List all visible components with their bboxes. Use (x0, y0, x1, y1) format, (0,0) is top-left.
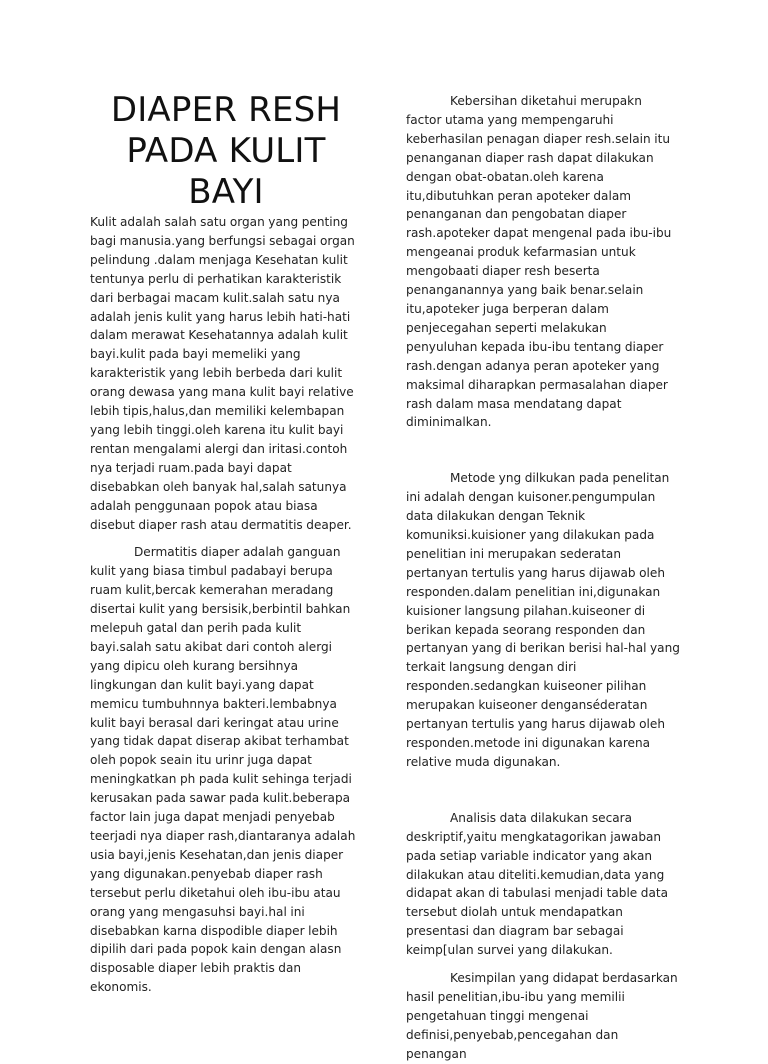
paragraph-intro: Kulit adalah salah satu organ yang penting bagi manusia.yang berfungsi sebagai organ pelindung .dalam menjaga Kesehatan kulit tentunya perlu di perhatikan karakteristik dari berbagai macam kulit.salah satu nya adalah jenis kulit yang harus lebih hati-hati dalam merawat Kesehatannya adalah kulit bayi.kulit pada bayi memeliki yang karakteristik yang lebih berbeda dari kulit orang dewasa yang mana kulit bayi relative lebih tipis,halus,dan memiliki kelembapan yang lebih tinggi.oleh karena itu kulit bayi rentan mengalami alergi dan iritasi.contoh nya terjadi ruam.pada bayi dapat disebabkan oleh banyak hal,salah satunya adalah penggunaan popok atau biasa disebut diaper rash atau dermatitis deaper. (90, 215, 355, 532)
right-column (406, 92, 680, 1064)
document-title: DIAPER RESH PADA KULIT BAYI (110, 90, 342, 212)
paragraph-kesimpulan: Kesimpilan yang didapat berdasarkan hasil penelitian,ibu-ibu yang memilii pengetahuan tinggi mengenai definisi,penyebab,pencegahan dan penangan (406, 971, 678, 1061)
left-column (90, 90, 362, 997)
paragraph-kebersihan: Kebersihan diketahui merupakn factor utama yang mempengaruhi keberhasilan penagan diaper resh.selain itu penanganan diaper rash dapat dilakukan dengan obat-obatan.oleh karena itu,dibutuhkan peran apoteker dalam penanganan dan pengobatan diaper rash.apoteker dapat mengenal pada ibu-ibu mengeanai produk kefarmasian untuk mengobaati diaper resh beserta penanganannya yang baik benar.selain itu,apoteker juga berperan dalam penjecegahan seperti melakukan penyuluhan kepada ibu-ibu tentang diaper rash.dengan adanya peran apoteker yang maksimal diharapkan permasalahan diaper rash dalam masa mendatang dapat diminimalkan. (406, 94, 672, 430)
paragraph-dermatitis: Dermatitis diaper adalah ganguan kulit yang biasa timbul padabayi berupa ruam kulit,bercak kemerahan meradang disertai kulit yang bersisik,berbintil bahkan melepuh gatal dan perih pada kulit bayi.salah satu akibat dari contoh alergi yang dipicu oleh kurang bersihnya lingkungan dan kulit bayi.yang dapat memicu tumbuhnnya bakteri.lembabnya kulit bayi berasal dari keringat atau urine yang tidak dapat diserap akibat terhambat oleh popok seain itu urinr juga dapat meningkatkan ph pada kulit sehinga terjadi kerusakan pada sawar pada kulit.beberapa factor lain juga dapat menjadi penyebab teerjadi nya diaper rash,diantaranya adalah usia bayi,jenis Kesehatan,dan jenis diaper yang digunakan.penyebab diaper rash tersebut perlu diketahui oleh ibu-ibu atau orang yang mengasuhsi bayi.hal ini disebabkan karna dispodible diaper lebih dipilih dari pada popok kain dengan alasn disposable diaper lebih praktis dan ekonomis. (90, 545, 356, 995)
paragraph-analisis: Analisis data dilakukan secara deskriptif,yaitu mengkatagorikan jawaban pada setiap variable indicator yang akan dilakukan atau diteliti.kemudian,data yang didapat akan di tabulasi menjadi table data tersebut diolah untuk mendapatkan presentasi dan diagram bar sebagai keimp[ulan survei yang dilakukan. (406, 810, 669, 958)
paragraph-metode: Metode yng dilkukan pada penelitan ini adalah dengan kuisoner.pengumpulan data dilakukan dengan Teknik komuniksi.kuisioner yang dilakukan pada penelitian ini merupakan sederatan pertanyan tertulis yang harus dijawab oleh responden.dalam penelitian ini,digunakan kuisioner langsung pilahan.kuiseoner di berikan kepada seorang responden dan pertanyan yang di berikan berisi hal-hal yang terkait langsung dengan diri responden.sedangkan kuiseoner pilihan merupakan kuiseoner denganséderatan pertanyan tertulis yang harus dijawab oleh responden.metode ini digunakan karena relative muda digunakan. (406, 471, 680, 769)
